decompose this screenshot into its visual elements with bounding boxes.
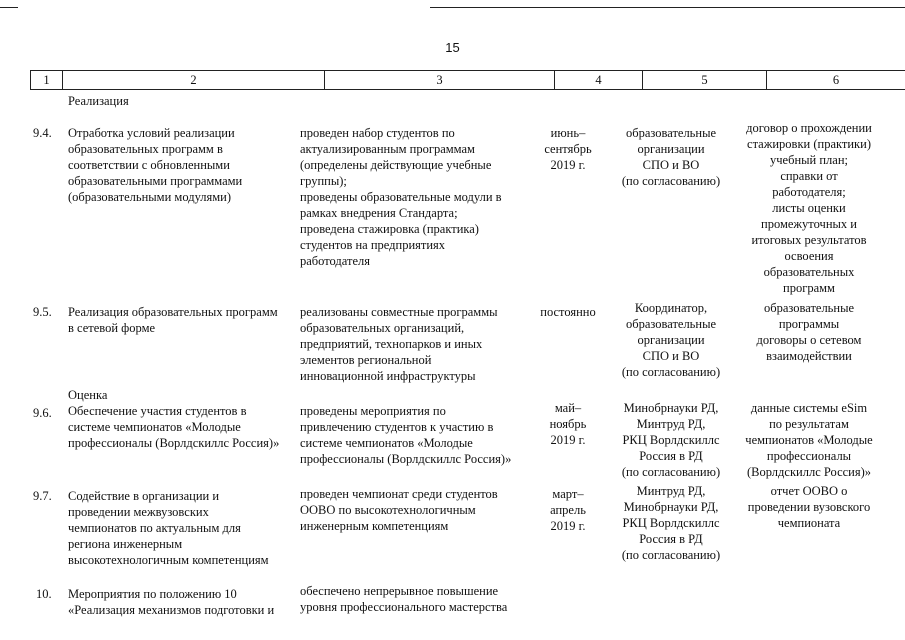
- row-number: 9.4.: [33, 126, 52, 140]
- row-result: обеспечено непрерывное повышение уровня профессионального мастерства: [300, 584, 508, 614]
- row-result: проведены мероприятия по привлечению студентов к участию в системе чемпионатов «Молодые профессионалы (Ворлдскиллс Россия)»: [300, 404, 512, 466]
- page-number: 15: [445, 40, 460, 55]
- row-document: договор о прохождении стажировки (практики) учебный план; справки от работодателя; листы оценки промежуточных и итоговых результатов освоения образовательных программ: [746, 121, 872, 295]
- row-executor: Минтруд РД, Минобрнауки РД, РКЦ Ворлдскиллс Россия в РД (по согласованию): [621, 484, 721, 562]
- row-number: 9.6.: [33, 406, 52, 420]
- header-col-4: 4: [554, 71, 642, 89]
- header-col-1: 1: [30, 71, 62, 89]
- header-col-5: 5: [642, 71, 766, 89]
- row-event: Мероприятия по положению 10 «Реализация механизмов подготовки и: [68, 587, 275, 617]
- table-header: [30, 70, 905, 90]
- row-number: 10.: [36, 587, 52, 601]
- row-period: июнь– сентябрь 2019 г.: [544, 126, 592, 172]
- top-rule-right: [430, 7, 905, 8]
- row-number: 9.5.: [33, 305, 52, 319]
- row-document: отчет ООВО о проведении вузовского чемпионата: [747, 484, 871, 530]
- row-document: образовательные программы договоры о сетевом взаимодействии: [756, 301, 862, 363]
- row-result: реализованы совместные программы образовательных организаций, предприятий, технопарков и иных элементов региональной инновационной инфраструктуры: [300, 305, 498, 383]
- row-number: 9.7.: [33, 489, 52, 503]
- row-event: Обеспечение участия студентов в системе чемпионатов «Молодые профессионалы (Ворлдскиллс Россия)»: [68, 404, 280, 450]
- header-col-6: 6: [766, 71, 905, 89]
- row-executor: образовательные организации СПО и ВО (по согласованию): [621, 126, 721, 188]
- row-event: Содействие в организации и проведении межвузовских чемпионатов по актуальным для региона инженерным высокотехнологичным компетенциям: [68, 489, 269, 567]
- row-document: данные системы eSim по результатам чемпионатов «Молодые профессионалы (Ворлдскиллс Россия)»: [745, 401, 873, 479]
- section-title-realization: Реализация: [68, 94, 129, 108]
- row-result: проведен чемпионат среди студентов ООВО по высокотехнологичным инженерным компетенциям: [300, 487, 498, 533]
- row-event: Отработка условий реализации образовательных программ в соответствии с обновленными образовательными программами (образовательными модулями): [68, 126, 243, 204]
- row-period: постоянно: [540, 305, 596, 319]
- row-period: май– ноябрь 2019 г.: [549, 401, 587, 447]
- row-executor: Минобрнауки РД, Минтруд РД, РКЦ Ворлдскиллс Россия в РД (по согласованию): [621, 401, 721, 479]
- row-event: Реализация образовательных программ в сетевой форме: [68, 305, 278, 335]
- row-result: проведен набор студентов по актуализированным программам (определены действующие учебные группы); проведены образовательные модули в рамках внедрения Стандарта; проведена стажировка (практика) студентов на предприятиях работодателя: [300, 126, 502, 268]
- top-rule-left: [0, 7, 18, 8]
- section-title-evaluation: Оценка: [68, 388, 108, 402]
- row-period: март– апрель 2019 г.: [550, 487, 586, 533]
- header-col-3: 3: [324, 71, 554, 89]
- row-executor: Координатор, образовательные организации СПО и ВО (по согласованию): [621, 301, 721, 379]
- header-col-2: 2: [62, 71, 324, 89]
